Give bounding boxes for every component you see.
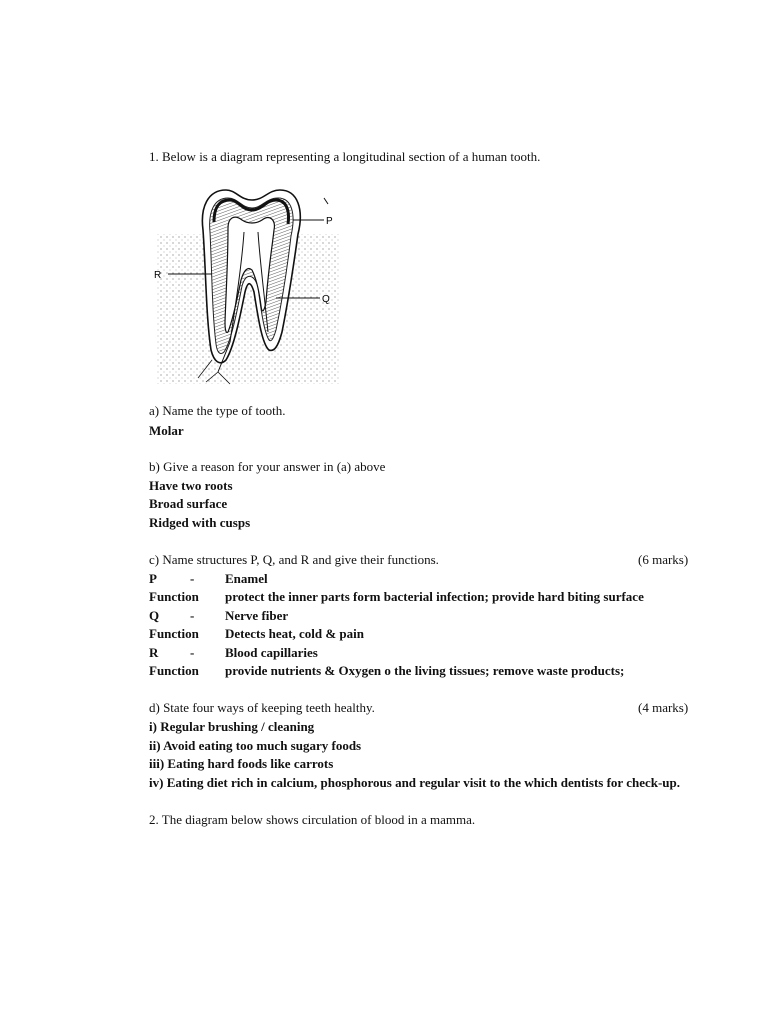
structure-label: Function bbox=[149, 626, 199, 641]
structure-text: Enamel bbox=[225, 571, 268, 586]
question-2-prompt: 2. The diagram below shows circulation of blood in a mamma. bbox=[149, 812, 476, 827]
part-b-answer: Broad surface bbox=[149, 496, 228, 511]
question-1-prompt: 1. Below is a diagram representing a longitudinal section of a human tooth. bbox=[149, 149, 541, 164]
part-d-answer: i) Regular brushing / cleaning bbox=[149, 719, 315, 734]
structure-label: R bbox=[149, 645, 159, 660]
structure-text: Blood capillaries bbox=[225, 645, 318, 660]
label-r: R bbox=[154, 270, 162, 281]
part-d-answer: iii) Eating hard foods like carrots bbox=[149, 756, 334, 771]
structure-label: P bbox=[149, 571, 157, 586]
dash: - bbox=[190, 608, 195, 623]
part-a-question: a) Name the type of tooth. bbox=[149, 403, 286, 418]
part-b-answer: Have two roots bbox=[149, 478, 233, 493]
part-b-question: b) Give a reason for your answer in (a) above bbox=[149, 459, 386, 474]
part-b-answer: Ridged with cusps bbox=[149, 515, 251, 530]
dash: - bbox=[190, 571, 195, 586]
part-c-row bbox=[149, 608, 709, 626]
part-c-row bbox=[149, 589, 709, 607]
structure-text: Detects heat, cold & pain bbox=[225, 626, 365, 641]
label-q: Q bbox=[322, 294, 330, 305]
structure-text: Nerve fiber bbox=[225, 608, 289, 623]
label-p: P bbox=[326, 216, 333, 227]
part-c-question: c) Name structures P, Q, and R and give their functions. bbox=[149, 552, 439, 567]
structure-label: Function bbox=[149, 589, 199, 604]
part-d-answer: iv) Eating diet rich in calcium, phosphorous and regular visit to the which dentists for check-up. bbox=[149, 775, 681, 790]
structure-text: protect the inner parts form bacterial infection; provide hard biting surface bbox=[225, 589, 644, 604]
part-d-marks: (4 marks) bbox=[638, 700, 689, 715]
part-c-row bbox=[149, 571, 709, 589]
part-c-row bbox=[149, 626, 709, 644]
structure-text: provide nutrients & Oxygen o the living tissues; remove waste products; bbox=[225, 663, 625, 678]
part-c-marks: (6 marks) bbox=[638, 552, 689, 567]
part-a-answer: Molar bbox=[149, 423, 184, 438]
part-c-row bbox=[149, 663, 709, 681]
part-c-row bbox=[149, 645, 709, 663]
structure-label: Q bbox=[149, 608, 160, 623]
part-d-answer: ii) Avoid eating too much sugary foods bbox=[149, 738, 362, 753]
dash: - bbox=[190, 645, 195, 660]
part-d-question: d) State four ways of keeping teeth healthy. bbox=[149, 700, 375, 715]
structure-label: Function bbox=[149, 663, 199, 678]
tooth-diagram bbox=[148, 182, 344, 388]
